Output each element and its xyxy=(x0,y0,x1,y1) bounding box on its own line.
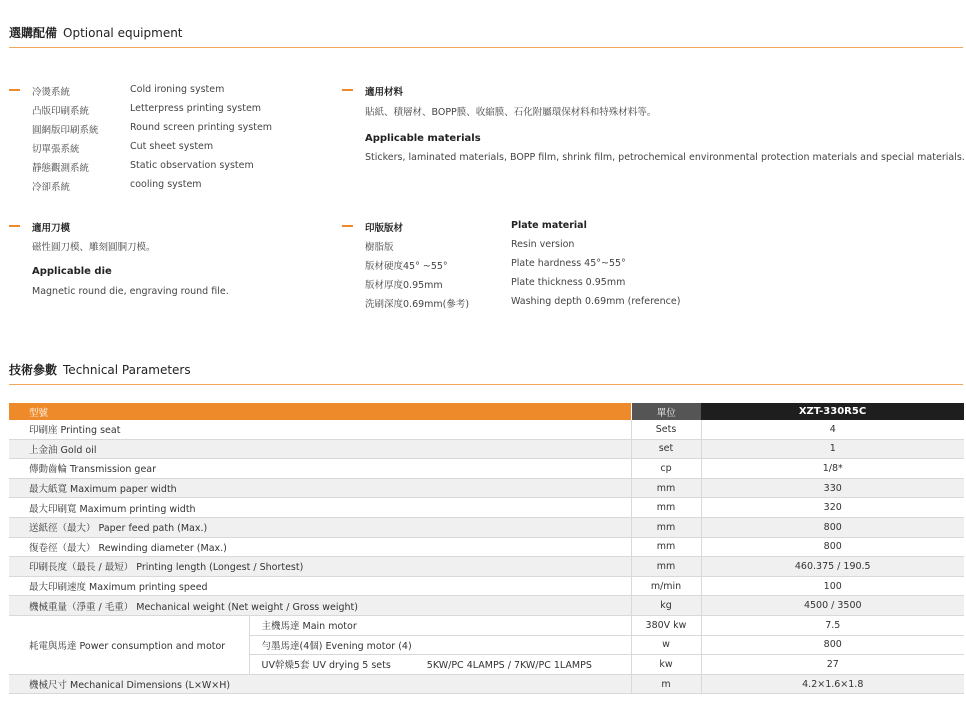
param-label: 機械重量（淨重 / 毛重） Mechanical weight (Net weight / Gross weight) xyxy=(9,596,631,616)
model-name-cell: XZT-330R5C xyxy=(701,403,964,420)
table-row xyxy=(9,439,964,459)
param-unit: cp xyxy=(631,459,701,479)
dimensions-row xyxy=(9,674,964,694)
param-unit: mm xyxy=(631,557,701,577)
param-label: 最大紙寬 Maximum paper width xyxy=(9,478,631,498)
plate-spec-zh: 版材厚度0.95mm xyxy=(365,280,443,291)
param-label: 最大印刷寬 Maximum printing width xyxy=(9,498,631,518)
power-sub-label xyxy=(249,655,631,675)
param-value: 330 xyxy=(701,478,964,498)
power-value: 27 xyxy=(701,655,964,675)
plate-title-en: Plate material xyxy=(511,220,587,231)
table-row xyxy=(9,478,964,498)
system-name-en: Letterpress printing system xyxy=(130,103,262,114)
parameters-table-body xyxy=(9,403,964,694)
param-label: 送紙徑（最大） Paper feed path (Max.) xyxy=(9,517,631,537)
plate-spec-en: Plate thickness 0.95mm xyxy=(511,277,626,288)
power-sub-label xyxy=(249,635,631,655)
param-unit: set xyxy=(631,439,701,459)
optional-equipment-heading xyxy=(9,24,183,41)
param-unit: m/min xyxy=(631,576,701,596)
param-value: 320 xyxy=(701,498,964,518)
system-name-en: Cold ironing system xyxy=(130,84,225,95)
dimensions-value: 4.2×1.6×1.8 xyxy=(701,674,964,694)
param-label: 傳動齒輪 Transmission gear xyxy=(9,459,631,479)
optional-title-en: Optional equipment xyxy=(63,26,183,40)
plate-dash-icon xyxy=(342,225,353,227)
plate-spec-zh: 洗刷深度0.69mm(參考) xyxy=(365,299,470,310)
system-name-en: Round screen printing system xyxy=(130,122,273,133)
param-value: 100 xyxy=(701,576,964,596)
system-name-zh: 切單張系統 xyxy=(32,144,80,155)
param-label: 復卷徑（最大） Rewinding diameter (Max.) xyxy=(9,537,631,557)
param-value: 800 xyxy=(701,537,964,557)
power-sub-label xyxy=(249,615,631,635)
param-value: 800 xyxy=(701,517,964,537)
system-name-en: cooling system xyxy=(130,179,202,190)
plate-spec-en: Plate hardness 45°~55° xyxy=(511,258,626,269)
plate-spec-zh: 樹脂版 xyxy=(365,242,394,253)
param-unit: mm xyxy=(631,537,701,557)
materials-title-zh: 適用材料 xyxy=(365,87,404,98)
system-name-zh: 靜態觀測系統 xyxy=(32,163,90,174)
power-sub-label-text: UV幹燥5套 UV drying 5 sets xyxy=(261,660,391,672)
plate-title-zh: 印版版材 xyxy=(365,223,404,234)
die-title-zh: 適用刀模 xyxy=(32,223,71,234)
system-name-zh: 圓網版印刷系統 xyxy=(32,125,99,136)
plate-spec-zh: 版材硬度45° ~55° xyxy=(365,261,448,272)
param-unit: mm xyxy=(631,517,701,537)
system-name-zh: 冷卻系統 xyxy=(32,182,71,193)
die-text-zh: 磁性圓刀模、雕刻圓胴刀模。 xyxy=(32,242,156,253)
param-value: 1 xyxy=(701,439,964,459)
table-row xyxy=(9,557,964,577)
system-name-zh: 凸版印刷系統 xyxy=(32,106,90,117)
materials-text-zh: 貼紙、積層材、BOPP膜、收縮膜、石化附屬環保材料和特殊材料等。 xyxy=(365,107,657,118)
dimensions-label: 機械尺寸 Mechanical Dimensions (L×W×H) xyxy=(9,674,631,694)
technical-divider xyxy=(9,384,963,385)
unit-label-cell: 單位 xyxy=(631,403,701,420)
param-value: 460.375 / 190.5 xyxy=(701,557,964,577)
power-value: 800 xyxy=(701,635,964,655)
power-sub-label-text: 主機馬達 Main motor xyxy=(261,621,357,633)
system-name-zh: 冷燙系統 xyxy=(32,87,71,98)
power-unit: 380V kw xyxy=(631,615,701,635)
power-sub-label-text: 勻墨馬達(4個) Evening motor (4) xyxy=(261,640,412,652)
table-row xyxy=(9,459,964,479)
technical-heading xyxy=(9,361,191,378)
power-sub-extra: 5KW/PC 4LAMPS / 7KW/PC 1LAMPS xyxy=(426,660,592,672)
param-unit: Sets xyxy=(631,420,701,439)
param-value: 4 xyxy=(701,420,964,439)
table-row xyxy=(9,596,964,616)
param-unit: mm xyxy=(631,498,701,518)
param-unit: kg xyxy=(631,596,701,616)
param-label: 上金油 Gold oil xyxy=(9,439,631,459)
materials-dash-icon xyxy=(342,89,353,91)
param-label: 最大印刷速度 Maximum printing speed xyxy=(9,576,631,596)
power-unit: kw xyxy=(631,655,701,675)
power-label: 耗電與馬達 Power consumption and motor xyxy=(9,615,249,674)
die-dash-icon xyxy=(9,225,20,227)
plate-spec-en: Resin version xyxy=(511,239,575,250)
param-unit: mm xyxy=(631,478,701,498)
parameters-table xyxy=(9,403,964,694)
systems-dash-icon xyxy=(9,89,20,91)
power-unit: w xyxy=(631,635,701,655)
power-value: 7.5 xyxy=(701,615,964,635)
power-row xyxy=(9,615,964,635)
die-text-en: Magnetic round die, engraving round file. xyxy=(32,286,229,297)
materials-text-en: Stickers, laminated materials, BOPP film, shrink film, petrochemical environmental protection materials and special materials. xyxy=(365,152,965,163)
dimensions-unit: m xyxy=(631,674,701,694)
table-row xyxy=(9,517,964,537)
param-value: 1/8* xyxy=(701,459,964,479)
table-header-row xyxy=(9,403,964,420)
param-label: 印刷座 Printing seat xyxy=(9,420,631,439)
table-row xyxy=(9,576,964,596)
model-label-cell: 型號 xyxy=(9,403,631,420)
system-name-en: Static observation system xyxy=(130,160,254,171)
plate-spec-en: Washing depth 0.69mm (reference) xyxy=(511,296,681,307)
table-row xyxy=(9,498,964,518)
optional-divider xyxy=(9,47,963,48)
table-row xyxy=(9,420,964,439)
param-value: 4500 / 3500 xyxy=(701,596,964,616)
system-name-en: Cut sheet system xyxy=(130,141,214,152)
optional-title-zh: 選購配備 xyxy=(9,26,58,40)
materials-title-en: Applicable materials xyxy=(365,133,481,144)
table-row xyxy=(9,537,964,557)
die-title-en: Applicable die xyxy=(32,266,112,277)
param-label: 印刷長度（最長 / 最短） Printing length (Longest / Shortest) xyxy=(9,557,631,577)
technical-title-en: Technical Parameters xyxy=(63,363,191,377)
technical-title-zh: 技術參數 xyxy=(9,363,58,377)
